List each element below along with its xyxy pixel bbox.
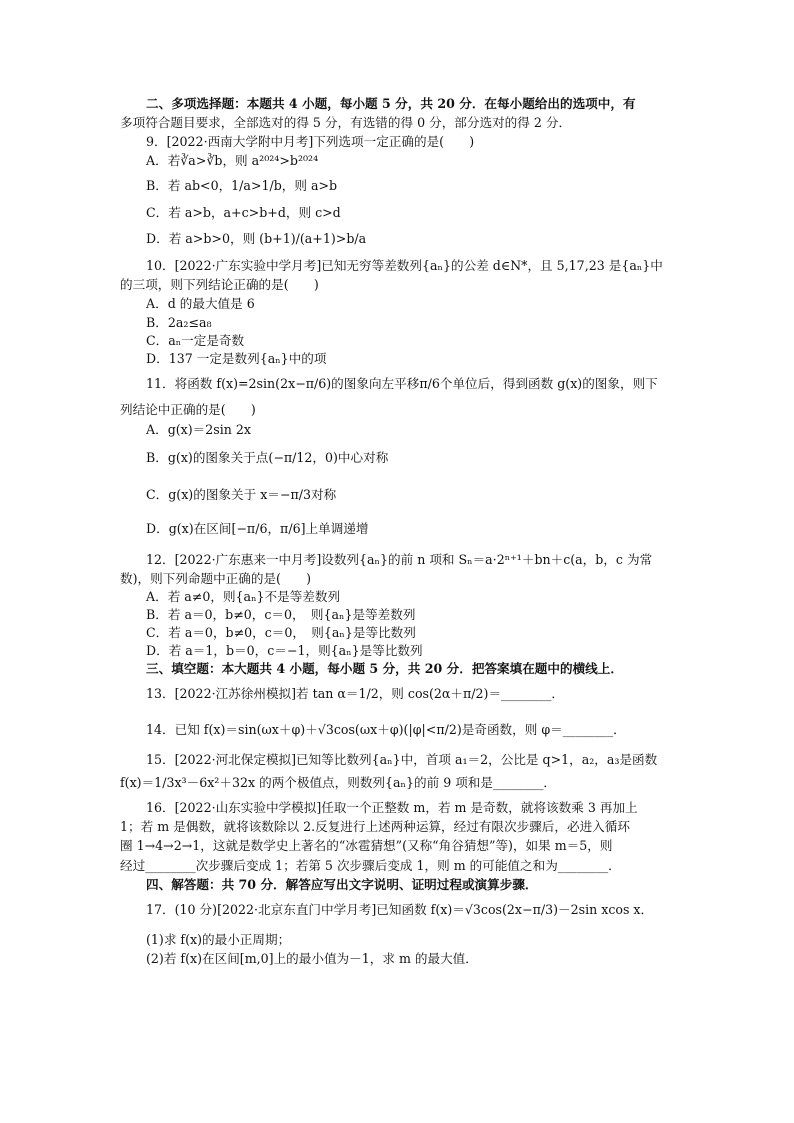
option-9c: C．若 a>b，a+c>b+d，则 c>d bbox=[146, 205, 341, 220]
option-11c: C．g(x)的图象关于 x＝−π/3对称 bbox=[146, 487, 337, 502]
question-13: 13．[2022·江苏徐州模拟]若 tan α＝1/2，则 cos(2α＋π/2)＝________． bbox=[146, 686, 565, 701]
option-11d: D．g(x)在区间[−π/6，π/6]上单调递增 bbox=[146, 521, 369, 536]
text-line: 圈 1→4→2→1，这就是数学史上著名的“冰雹猜想”(又称“角谷猜想”等)，如果 m＝5，则 bbox=[120, 838, 613, 853]
text-line: 多项符合题目要求，全部选对的得 5 分，有选错的得 0 分，部分选对的得 2 分． bbox=[120, 115, 572, 130]
option-10d: D．137 一定是数列{aₙ}中的项 bbox=[146, 351, 327, 366]
question-11: 11．将函数 f(x)=2sin(2x−π/6)的图象向左平移π/6个单位后，得到函数 g(x)的图象，则下 bbox=[146, 376, 658, 391]
option-10a: A．d 的最大值是 6 bbox=[146, 296, 255, 311]
option-9a: A．若∛a>∛b，则 a²⁰²⁴>b²⁰²⁴ bbox=[146, 153, 319, 168]
text-line: 列结论中正确的是( ) bbox=[120, 402, 256, 417]
section-2-heading: 二、多项选择题：本题共 4 小题，每小题 5 分，共 20 分．在每小题给出的选项中，有 bbox=[146, 96, 636, 111]
option-12a: A．若 a≠0，则{aₙ}不是等差数列 bbox=[146, 589, 341, 604]
section-4-heading: 四、解答题：共 70 分．解答应写出文字说明、证明过程或演算步骤． bbox=[146, 877, 538, 892]
question-17: 17．(10 分)[2022·北京东直门中学月考]已知函数 f(x)＝√3cos(2x−π/3)－2sin xcos x． bbox=[146, 902, 654, 917]
question-17-part-1: (1)求 f(x)的最小正周期； bbox=[146, 932, 291, 947]
question-17-part-2: (2)若 f(x)在区间[m,0]上的最小值为－1，求 m 的最大值． bbox=[146, 951, 478, 966]
option-12b: B．若 a＝0，b≠0，c＝0， 则{aₙ}是等差数列 bbox=[146, 607, 416, 622]
section-3-heading: 三、填空题：本大题共 4 小题，每小题 5 分，共 20 分．把答案填在题中的横线上． bbox=[146, 661, 623, 676]
option-11a: A．g(x)＝2sin 2x bbox=[146, 422, 252, 437]
text-line: 1；若 m 是偶数，就将该数除以 2.反复进行上述两种运算，经过有限次步骤后，必进入循环 bbox=[120, 819, 630, 834]
text-line: 经过________次步骤后变成 1；若第 5 次步骤后变成 1，则 m 的可能值之和为________． bbox=[120, 858, 621, 873]
question-16: 16．[2022·山东实验中学模拟]任取一个正整数 m，若 m 是奇数，就将该数乘 3 再加上 bbox=[146, 800, 638, 815]
option-12c: C．若 a＝0，b≠0，c＝0， 则{aₙ}是等比数列 bbox=[146, 625, 416, 640]
option-12d: D．若 a＝1，b＝0，c＝−1，则{aₙ}是等比数列 bbox=[146, 643, 423, 658]
text-line: 的三项，则下列结论正确的是( ) bbox=[120, 277, 319, 292]
option-11b: B．g(x)的图象关于点(−π/12，0)中心对称 bbox=[146, 450, 389, 465]
question-12: 12．[2022·广东惠来一中月考]设数列{aₙ}的前 n 项和 Sₙ＝a·2ⁿ⁺¹＋bn＋c(a，b，c 为常 bbox=[146, 552, 653, 567]
option-10b: B．2a₂≤a₈ bbox=[146, 315, 212, 330]
option-9b: B．若 ab<0，1/a>1/b，则 a>b bbox=[146, 178, 338, 193]
option-10c: C．aₙ一定是奇数 bbox=[146, 333, 245, 348]
question-9: 9．[2022·西南大学附中月考]下列选项一定正确的是( ) bbox=[146, 134, 475, 149]
question-15: 15．[2022·河北保定模拟]已知等比数列{aₙ}中，首项 a₁＝2，公比是 q>1，a₂，a₃是函数 bbox=[146, 752, 658, 767]
question-10: 10．[2022·广东实验中学月考]已知无穷等差数列{aₙ}的公差 d∈N*，且 5,17,23 是{aₙ}中 bbox=[146, 258, 663, 273]
text-line: 数)，则下列命题中正确的是( ) bbox=[120, 571, 312, 586]
option-9d: D．若 a>b>0，则 (b+1)/(a+1)>b/a bbox=[146, 231, 367, 246]
question-14: 14．已知 f(x)＝sin(ωx＋φ)＋√3cos(ωx＋φ)(|φ|<π/2)是奇函数，则 φ＝________． bbox=[146, 722, 626, 737]
text-line: f(x)＝1/3x³－6x²＋32x 的两个极值点，则数列{aₙ}的前 9 项和是________． bbox=[120, 775, 556, 790]
